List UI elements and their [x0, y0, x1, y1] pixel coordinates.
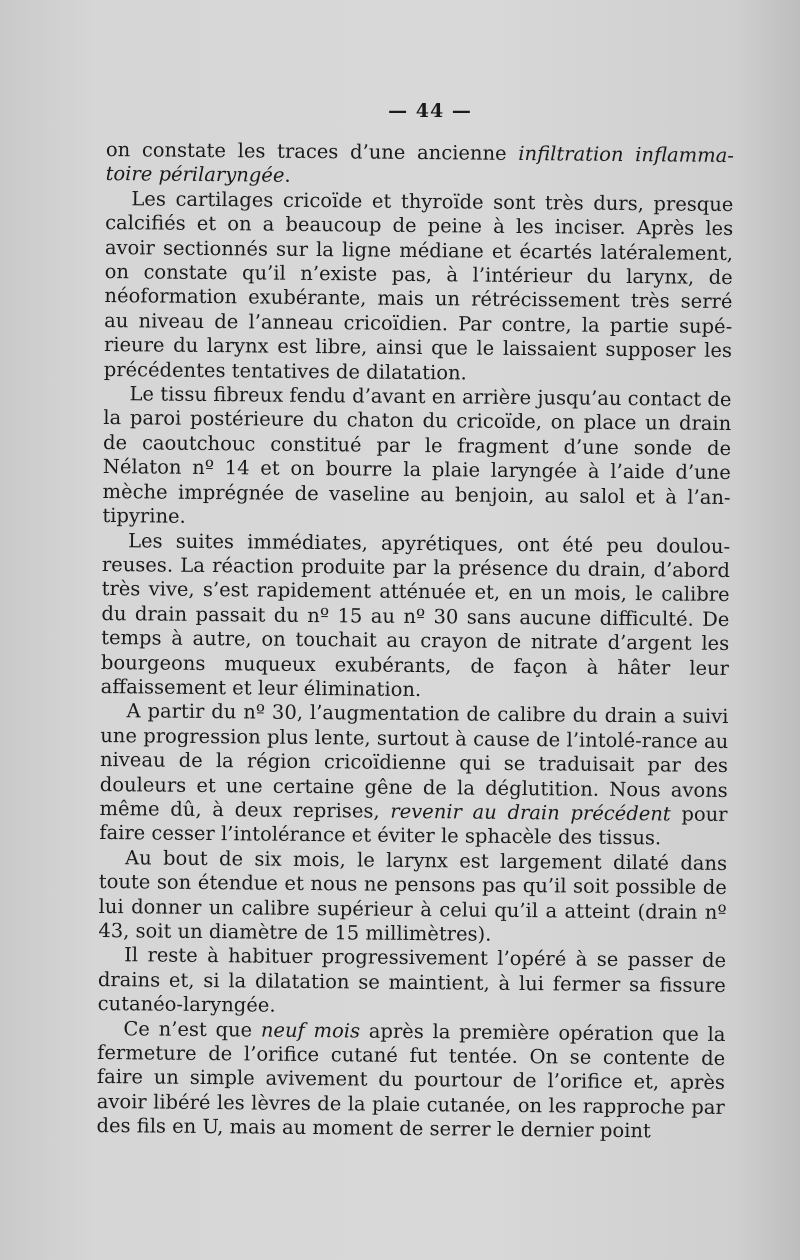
- text-run: Au bout de six mois, le larynx est largement dilaté dans toute son étendue et nous ne pensons pas qu’il soit possible de lui donner un calibre supérieur à celui qu’il a atteint (drain nº 43, soit un diamètre de 15 millimètres).: [98, 845, 728, 946]
- text-run: A partir du nº 30, l’augmentation de calibre du drain a suivi une progression plus lente, surtout à cause de l’intolé-rance au niveau de la région cricoïdienne qui se traduisait par des douleurs et une certaine gêne de la déglutition. Nous avons même dû, à deux reprises,: [99, 699, 729, 823]
- text-run: on constate les traces d’une ancienne: [105, 138, 519, 165]
- italic-run: neuf mois: [260, 1018, 361, 1043]
- paragraph-1: [106, 138, 734, 193]
- paragraph-2: [104, 187, 734, 388]
- paragraph-4: [101, 528, 731, 705]
- text-run: Il reste à habituer progressivement l’opéré à se passer de drains et, si la dilatation se maintient, à lui fermer sa fissure cutanéo-laryngée.: [97, 943, 727, 1017]
- text-run: Le tissu fibreux fendu d’avant en arrière jusqu’au contact de la paroi postérieure du chaton du cricoïde, on place un drain de caoutchouc constitué par le fragment d’une sonde de Nélaton nº 14 et on bourre la plaie laryngée à l’aide d’une mèche imprégnée de vaseline au benjoin, au salol et à l’an-tipyrine.: [102, 382, 732, 528]
- italic-run: revenir au drain précédent: [390, 799, 671, 826]
- text-run: Ce n’est que: [123, 1016, 262, 1042]
- paragraph-8: [96, 1017, 725, 1145]
- text-run: Les cartilages cricoïde et thyroïde sont très durs, presque calcifiés et on a beaucoup de peine à les inciser. Après les avoir sectionnés sur la ligne médiane et écartés latéralement, on constate qu’il n’existe pas, à l’intérieur du larynx, de néoformation exubérante, mais un rétrécissement très serré au niveau de l’anneau cricoïdien. Par contre, la partie supé-rieure du larynx est libre, ainsi que le laissaient supposer les précédentes tentatives de dilatation.: [103, 187, 734, 385]
- text-run: pour faire cesser l’intolérance et éviter le sphacèle des tissus.: [99, 802, 728, 850]
- paragraph-5: [99, 699, 728, 851]
- paragraph-3: [102, 382, 731, 534]
- paragraph-6: [98, 846, 727, 950]
- page-number: — 44 —: [388, 100, 472, 122]
- text-run: après la première opération que la fermeture de l’orifice cutané fut tentée. On se contente de faire un simple avivement du pourtour de l’orifice et, après avoir libéré les lèvres de la plaie cutanée, on les rapproche par des fils en U, mais au moment de serrer le dernier point: [96, 1019, 726, 1143]
- body-text: [96, 138, 734, 1145]
- italic-run: infiltration inflamma-toire périlaryngée: [105, 141, 734, 188]
- text-run: Les suites immédiates, apyrétiques, ont été peu doulou-reuses. La réaction produite par la présence du drain, d’abord très vive, s’est rapidement atténuée et, en un mois, le calibre du drain passait du nº 15 au nº 30 sans aucune difficulté. De temps à autre, on touchait au crayon de nitrate d’argent les bourgeons muqueux exubérants, de façon à hâter leur affaissement et leur élimination.: [100, 528, 731, 701]
- text-run: .: [284, 164, 291, 188]
- paragraph-7: [98, 943, 727, 1022]
